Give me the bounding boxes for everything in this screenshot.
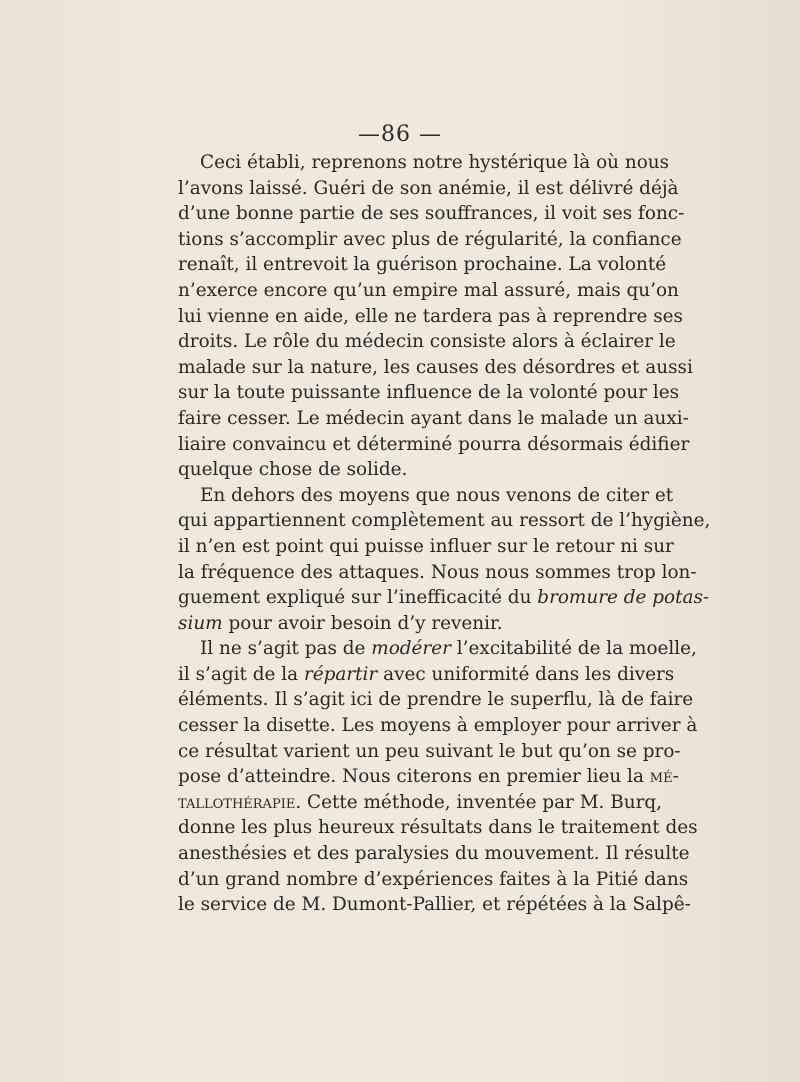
- text-line: tions s’accomplir avec plus de régularité, la confiance: [178, 228, 682, 250]
- text-run: guement expliqué sur l’inefficacité du: [178, 587, 532, 609]
- text-line: l’avons laissé. Guéri de son anémie, il est délivré déjà: [178, 177, 679, 199]
- italic-run: sium: [178, 612, 223, 634]
- text-line: malade sur la nature, les causes des désordres et aussi: [178, 356, 693, 378]
- text-line: Ceci établi, reprenons notre hystérique là où nous: [200, 152, 670, 173]
- text-line: qui appartiennent complètement au ressort de l’hygiène,: [178, 510, 711, 532]
- text-line: éléments. Il s’agit ici de prendre le superflu, là de faire: [178, 689, 694, 711]
- text-line-mixed: [178, 611, 652, 637]
- text-line: anesthésies et des paralysies du mouvement. Il résulte: [178, 843, 690, 865]
- text-line: ce résultat varient un peu suivant le but qu’on se pro-: [178, 740, 681, 762]
- text-line: le service de M. Dumont-Pallier, et répétées à la Salpê-: [178, 894, 691, 916]
- text-line: donne les plus heureux résultats dans le traitement des: [178, 817, 698, 839]
- text-run: avec uniformité dans les divers: [383, 663, 675, 685]
- text-line: renaît, il entrevoit la guérison prochaine. La volonté: [178, 254, 667, 276]
- text-line-mixed: [178, 662, 675, 688]
- text-line: la fréquence des attaques. Nous nous sommes trop lon-: [178, 561, 697, 583]
- text-line: d’un grand nombre d’expériences faites à la Pitié dans: [178, 868, 689, 890]
- text-line-mixed: [178, 636, 697, 662]
- text-line: sur la toute puissante influence de la volonté pour les: [178, 382, 680, 404]
- text-line: il n’en est point qui puisse influer sur le retour ni sur: [178, 535, 674, 557]
- text-line: lui vienne en aide, elle ne tardera pas à reprendre ses: [178, 305, 683, 327]
- text-line: cesser la disette. Les moyens à employer pour arriver à: [178, 715, 698, 737]
- text-line: quelque chose de solide.: [178, 459, 408, 481]
- text-run: pour avoir besoin d’y revenir.: [228, 612, 503, 634]
- smallcaps-run: tallothérapie.: [178, 791, 302, 813]
- text-run: il s’agit de la: [178, 663, 299, 685]
- text-line: droits. Le rôle du médecin consiste alors à éclairer le: [178, 331, 676, 353]
- italic-run: bromure de potas-: [537, 587, 710, 609]
- italic-run: modérer: [371, 638, 451, 660]
- text-line-mixed: [178, 790, 662, 816]
- text-run: Il ne s’agit pas de: [200, 638, 366, 660]
- page-number: —86 —: [358, 122, 442, 147]
- text-line: En dehors des moyens que nous venons de citer et: [200, 484, 674, 506]
- text-line: d’une bonne partie de ses souffrances, il voit ses fonc-: [178, 203, 685, 225]
- italic-run: répartir: [303, 663, 378, 685]
- text-run: Cette méthode, inventée par M. Burq,: [307, 791, 662, 813]
- text-line-mixed: [178, 764, 679, 790]
- text-line: n’exerce encore qu’un empire mal assuré, mais qu’on: [178, 279, 679, 301]
- body-text: [178, 150, 711, 918]
- text-line-mixed: [178, 585, 710, 611]
- text-line: liaire convaincu et déterminé pourra désormais édifier: [178, 433, 690, 455]
- text-line: faire cesser. Le médecin ayant dans le malade un auxi-: [178, 407, 689, 429]
- text-run: pose d’atteindre. Nous citerons en premier lieu la: [178, 766, 644, 788]
- smallcaps-run: mé-: [649, 766, 679, 788]
- text-run: l’excitabilité de la moelle,: [456, 638, 697, 660]
